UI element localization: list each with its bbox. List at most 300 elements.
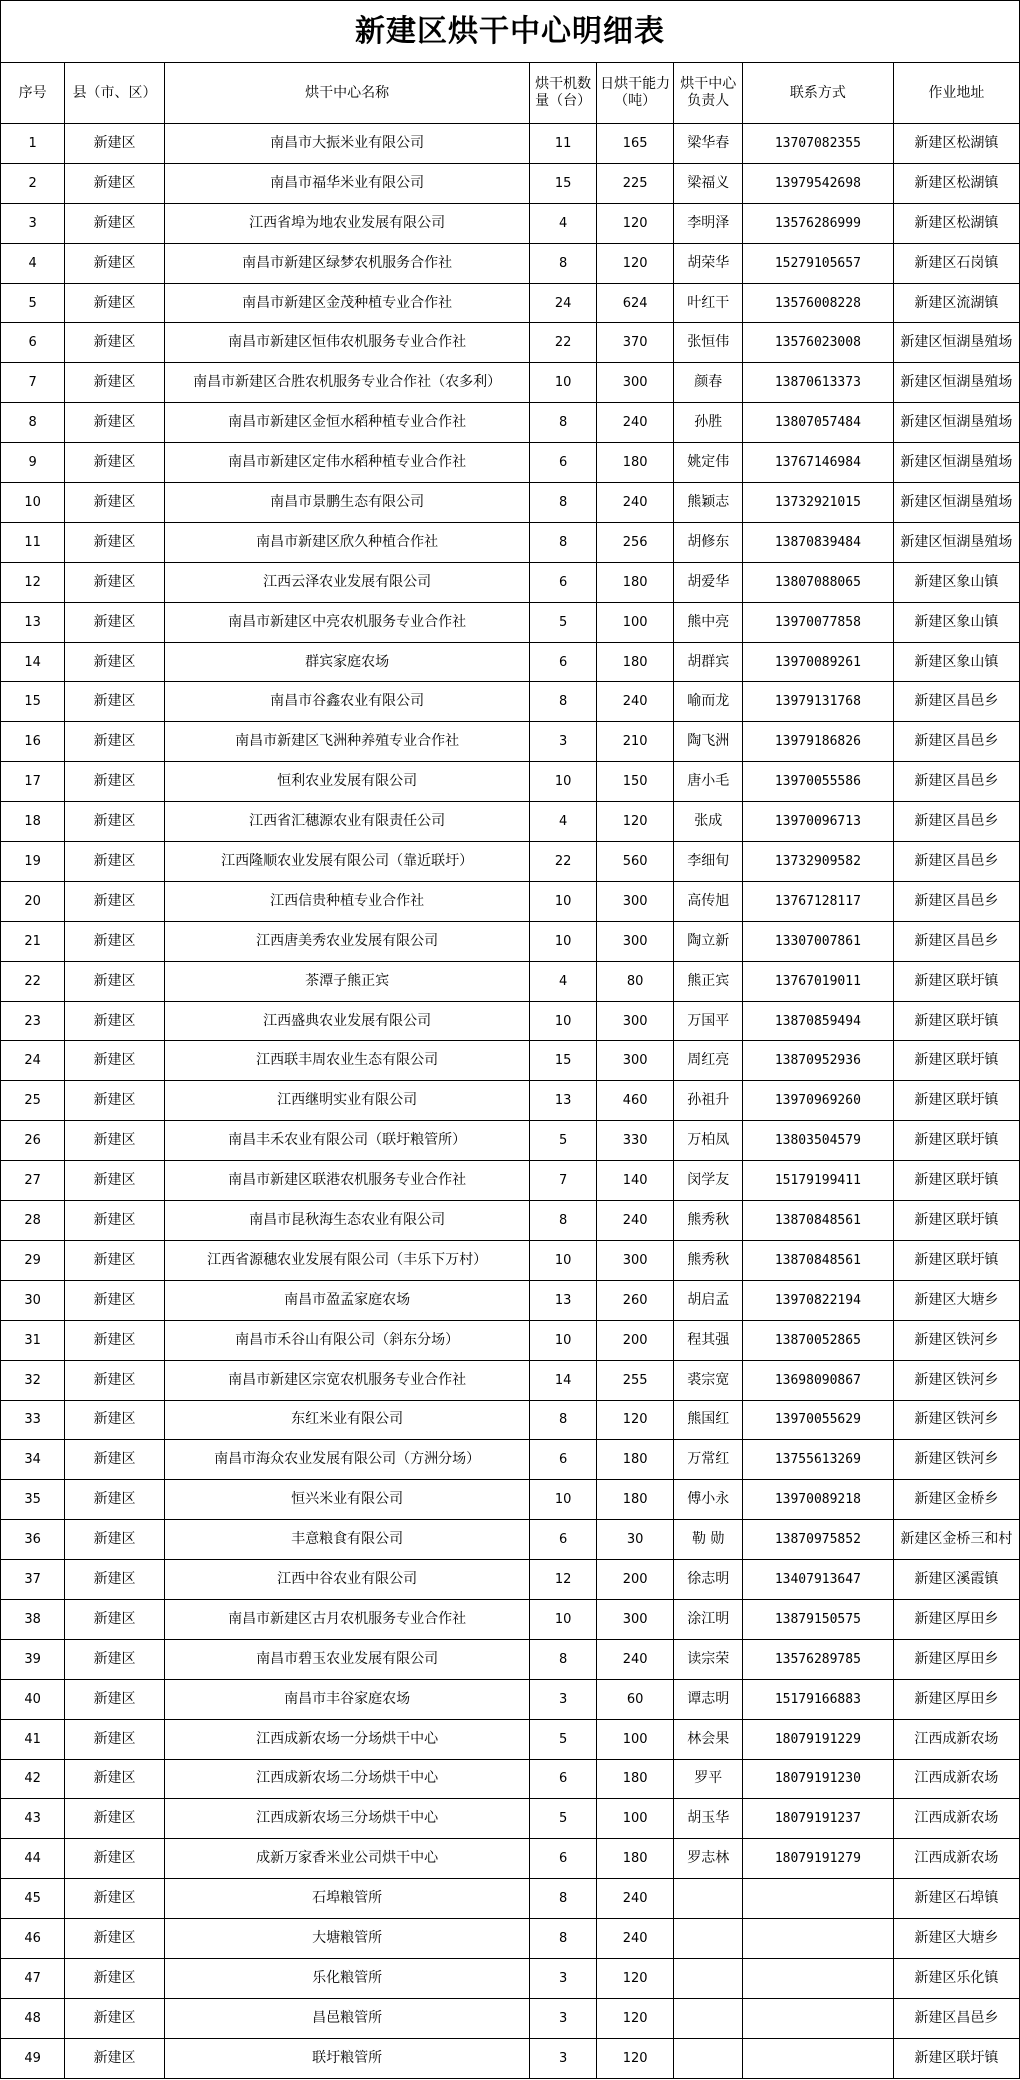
row-index: 22 bbox=[1, 961, 65, 1001]
row-daily-capacity: 300 bbox=[596, 1599, 674, 1639]
row-address: 新建区联圩镇 bbox=[893, 1041, 1019, 1081]
row-county: 新建区 bbox=[65, 1360, 165, 1400]
table-row bbox=[1, 1440, 1020, 1480]
row-dryer-count: 8 bbox=[530, 1201, 596, 1241]
row-manager: 周红亮 bbox=[674, 1041, 743, 1081]
row-contact: 13767146984 bbox=[743, 443, 894, 483]
row-index: 17 bbox=[1, 762, 65, 802]
table-row bbox=[1, 124, 1020, 164]
row-index: 34 bbox=[1, 1440, 65, 1480]
row-index: 44 bbox=[1, 1839, 65, 1879]
row-manager: 徐志明 bbox=[674, 1560, 743, 1600]
row-index: 14 bbox=[1, 642, 65, 682]
row-center-name: 南昌市海众农业发展有限公司（方洲分场） bbox=[164, 1440, 530, 1480]
table-row bbox=[1, 1001, 1020, 1041]
row-contact: 13970077858 bbox=[743, 602, 894, 642]
row-contact: 13803504579 bbox=[743, 1121, 894, 1161]
row-daily-capacity: 300 bbox=[596, 1240, 674, 1280]
row-center-name: 南昌市福华米业有限公司 bbox=[164, 163, 530, 203]
row-address: 新建区联圩镇 bbox=[893, 1121, 1019, 1161]
row-manager: 熊秀秋 bbox=[674, 1201, 743, 1241]
row-manager: 孙祖升 bbox=[674, 1081, 743, 1121]
row-contact bbox=[743, 1919, 894, 1959]
row-daily-capacity: 300 bbox=[596, 921, 674, 961]
row-address: 新建区恒湖垦殖场 bbox=[893, 403, 1019, 443]
row-contact: 13870052865 bbox=[743, 1320, 894, 1360]
row-dryer-count: 3 bbox=[530, 1958, 596, 1998]
row-contact: 13767128117 bbox=[743, 881, 894, 921]
row-manager bbox=[674, 1958, 743, 1998]
row-contact: 13407913647 bbox=[743, 1560, 894, 1600]
row-daily-capacity: 240 bbox=[596, 1879, 674, 1919]
table-row bbox=[1, 722, 1020, 762]
row-index: 18 bbox=[1, 802, 65, 842]
row-dryer-count: 3 bbox=[530, 722, 596, 762]
row-manager: 胡群宾 bbox=[674, 642, 743, 682]
row-address: 新建区石埠镇 bbox=[893, 1879, 1019, 1919]
row-center-name: 石埠粮管所 bbox=[164, 1879, 530, 1919]
table-row bbox=[1, 961, 1020, 1001]
row-dryer-count: 13 bbox=[530, 1280, 596, 1320]
row-manager: 闵学友 bbox=[674, 1161, 743, 1201]
row-daily-capacity: 180 bbox=[596, 642, 674, 682]
row-index: 35 bbox=[1, 1480, 65, 1520]
table-body bbox=[1, 124, 1020, 2079]
row-dryer-count: 8 bbox=[530, 1919, 596, 1959]
row-center-name: 江西省埠为地农业发展有限公司 bbox=[164, 203, 530, 243]
row-center-name: 南昌市大振米业有限公司 bbox=[164, 124, 530, 164]
row-dryer-count: 4 bbox=[530, 203, 596, 243]
table-row bbox=[1, 562, 1020, 602]
table-row bbox=[1, 842, 1020, 882]
row-daily-capacity: 120 bbox=[596, 2038, 674, 2078]
header-dryer-count: 烘干机数量（台） bbox=[530, 63, 596, 124]
row-county: 新建区 bbox=[65, 363, 165, 403]
row-center-name: 江西云泽农业发展有限公司 bbox=[164, 562, 530, 602]
row-contact: 13707082355 bbox=[743, 124, 894, 164]
row-address: 新建区联圩镇 bbox=[893, 2038, 1019, 2078]
row-contact: 13870975852 bbox=[743, 1520, 894, 1560]
row-county: 新建区 bbox=[65, 124, 165, 164]
table-row bbox=[1, 762, 1020, 802]
row-contact bbox=[743, 1958, 894, 1998]
row-center-name: 丰意粮食有限公司 bbox=[164, 1520, 530, 1560]
row-center-name: 江西盛典农业发展有限公司 bbox=[164, 1001, 530, 1041]
row-county: 新建区 bbox=[65, 1879, 165, 1919]
row-dryer-count: 7 bbox=[530, 1161, 596, 1201]
row-county: 新建区 bbox=[65, 842, 165, 882]
row-dryer-count: 5 bbox=[530, 1719, 596, 1759]
row-dryer-count: 3 bbox=[530, 1998, 596, 2038]
row-daily-capacity: 240 bbox=[596, 1639, 674, 1679]
row-dryer-count: 10 bbox=[530, 1320, 596, 1360]
row-county: 新建区 bbox=[65, 1639, 165, 1679]
row-center-name: 江西联丰周农业生态有限公司 bbox=[164, 1041, 530, 1081]
row-daily-capacity: 140 bbox=[596, 1161, 674, 1201]
row-dryer-count: 3 bbox=[530, 2038, 596, 2078]
row-contact: 13307007861 bbox=[743, 921, 894, 961]
row-daily-capacity: 225 bbox=[596, 163, 674, 203]
row-dryer-count: 24 bbox=[530, 283, 596, 323]
row-dryer-count: 10 bbox=[530, 921, 596, 961]
row-county: 新建区 bbox=[65, 1839, 165, 1879]
row-index: 46 bbox=[1, 1919, 65, 1959]
row-center-name: 江西继明实业有限公司 bbox=[164, 1081, 530, 1121]
row-manager: 唐小毛 bbox=[674, 762, 743, 802]
row-dryer-count: 10 bbox=[530, 1240, 596, 1280]
row-contact: 13870952936 bbox=[743, 1041, 894, 1081]
row-daily-capacity: 624 bbox=[596, 283, 674, 323]
row-contact: 13979131768 bbox=[743, 682, 894, 722]
row-county: 新建区 bbox=[65, 243, 165, 283]
table-row bbox=[1, 1161, 1020, 1201]
row-center-name: 江西信贵种植专业合作社 bbox=[164, 881, 530, 921]
row-address: 新建区铁河乡 bbox=[893, 1400, 1019, 1440]
table-row bbox=[1, 243, 1020, 283]
row-daily-capacity: 180 bbox=[596, 1480, 674, 1520]
row-contact: 13870859494 bbox=[743, 1001, 894, 1041]
row-center-name: 南昌市新建区合胜农机服务专业合作社（农多利） bbox=[164, 363, 530, 403]
row-index: 37 bbox=[1, 1560, 65, 1600]
row-contact bbox=[743, 1998, 894, 2038]
row-contact: 13979542698 bbox=[743, 163, 894, 203]
row-index: 4 bbox=[1, 243, 65, 283]
row-center-name: 南昌市景鹏生态有限公司 bbox=[164, 483, 530, 523]
header-manager: 烘干中心负责人 bbox=[674, 63, 743, 124]
row-dryer-count: 8 bbox=[530, 1879, 596, 1919]
row-daily-capacity: 255 bbox=[596, 1360, 674, 1400]
row-daily-capacity: 240 bbox=[596, 403, 674, 443]
row-county: 新建区 bbox=[65, 1480, 165, 1520]
table-row bbox=[1, 1879, 1020, 1919]
row-dryer-count: 5 bbox=[530, 1799, 596, 1839]
table-row bbox=[1, 1719, 1020, 1759]
row-county: 新建区 bbox=[65, 1041, 165, 1081]
table-row bbox=[1, 1280, 1020, 1320]
row-dryer-count: 10 bbox=[530, 762, 596, 802]
row-daily-capacity: 100 bbox=[596, 602, 674, 642]
row-dryer-count: 13 bbox=[530, 1081, 596, 1121]
row-center-name: 南昌市新建区宗宽农机服务专业合作社 bbox=[164, 1360, 530, 1400]
row-index: 47 bbox=[1, 1958, 65, 1998]
row-manager: 万常红 bbox=[674, 1440, 743, 1480]
table-row bbox=[1, 163, 1020, 203]
row-contact: 18079191230 bbox=[743, 1759, 894, 1799]
row-daily-capacity: 100 bbox=[596, 1719, 674, 1759]
row-manager bbox=[674, 1998, 743, 2038]
row-manager: 熊正宾 bbox=[674, 961, 743, 1001]
row-index: 24 bbox=[1, 1041, 65, 1081]
row-contact: 15279105657 bbox=[743, 243, 894, 283]
row-center-name: 茶潭子熊正宾 bbox=[164, 961, 530, 1001]
row-dryer-count: 10 bbox=[530, 1001, 596, 1041]
row-daily-capacity: 240 bbox=[596, 1201, 674, 1241]
row-address: 新建区昌邑乡 bbox=[893, 842, 1019, 882]
row-manager: 陶飞洲 bbox=[674, 722, 743, 762]
row-index: 38 bbox=[1, 1599, 65, 1639]
row-manager: 熊中亮 bbox=[674, 602, 743, 642]
row-manager: 胡荣华 bbox=[674, 243, 743, 283]
row-manager: 颜春 bbox=[674, 363, 743, 403]
row-dryer-count: 6 bbox=[530, 1440, 596, 1480]
row-dryer-count: 8 bbox=[530, 243, 596, 283]
table-row bbox=[1, 1400, 1020, 1440]
row-index: 3 bbox=[1, 203, 65, 243]
row-county: 新建区 bbox=[65, 1161, 165, 1201]
row-center-name: 南昌市新建区飞洲种养殖专业合作社 bbox=[164, 722, 530, 762]
row-contact: 13576023008 bbox=[743, 323, 894, 363]
row-manager: 胡修东 bbox=[674, 522, 743, 562]
row-center-name: 南昌市丰谷家庭农场 bbox=[164, 1679, 530, 1719]
row-daily-capacity: 260 bbox=[596, 1280, 674, 1320]
row-manager: 李细旬 bbox=[674, 842, 743, 882]
row-center-name: 南昌市新建区绿梦农机服务合作社 bbox=[164, 243, 530, 283]
row-index: 42 bbox=[1, 1759, 65, 1799]
row-county: 新建区 bbox=[65, 1799, 165, 1839]
row-dryer-count: 6 bbox=[530, 1839, 596, 1879]
table-row bbox=[1, 1799, 1020, 1839]
row-county: 新建区 bbox=[65, 682, 165, 722]
row-address: 新建区恒湖垦殖场 bbox=[893, 323, 1019, 363]
row-address: 新建区昌邑乡 bbox=[893, 921, 1019, 961]
row-daily-capacity: 180 bbox=[596, 443, 674, 483]
row-center-name: 南昌市新建区金茂种植专业合作社 bbox=[164, 283, 530, 323]
table-row bbox=[1, 1041, 1020, 1081]
row-manager: 林会果 bbox=[674, 1719, 743, 1759]
row-contact: 13870613373 bbox=[743, 363, 894, 403]
row-county: 新建区 bbox=[65, 1280, 165, 1320]
header-contact: 联系方式 bbox=[743, 63, 894, 124]
row-dryer-count: 5 bbox=[530, 1121, 596, 1161]
page-title: 新建区烘干中心明细表 bbox=[0, 0, 1020, 62]
table-row bbox=[1, 921, 1020, 961]
row-county: 新建区 bbox=[65, 762, 165, 802]
row-county: 新建区 bbox=[65, 921, 165, 961]
row-center-name: 南昌丰禾农业有限公司（联圩粮管所） bbox=[164, 1121, 530, 1161]
row-daily-capacity: 30 bbox=[596, 1520, 674, 1560]
row-index: 40 bbox=[1, 1679, 65, 1719]
row-daily-capacity: 460 bbox=[596, 1081, 674, 1121]
table-row bbox=[1, 1839, 1020, 1879]
dryer-center-table bbox=[0, 62, 1020, 2079]
row-daily-capacity: 300 bbox=[596, 881, 674, 921]
row-manager: 万国平 bbox=[674, 1001, 743, 1041]
row-dryer-count: 5 bbox=[530, 602, 596, 642]
table-row bbox=[1, 1480, 1020, 1520]
table-row bbox=[1, 642, 1020, 682]
row-index: 45 bbox=[1, 1879, 65, 1919]
row-address: 新建区联圩镇 bbox=[893, 1201, 1019, 1241]
row-index: 10 bbox=[1, 483, 65, 523]
row-center-name: 群宾家庭农场 bbox=[164, 642, 530, 682]
row-county: 新建区 bbox=[65, 881, 165, 921]
row-dryer-count: 6 bbox=[530, 1759, 596, 1799]
row-contact: 18079191279 bbox=[743, 1839, 894, 1879]
row-address: 新建区松湖镇 bbox=[893, 124, 1019, 164]
row-address: 江西成新农场 bbox=[893, 1719, 1019, 1759]
row-index: 27 bbox=[1, 1161, 65, 1201]
row-contact: 13732921015 bbox=[743, 483, 894, 523]
row-manager bbox=[674, 2038, 743, 2078]
row-daily-capacity: 150 bbox=[596, 762, 674, 802]
row-address: 新建区恒湖垦殖场 bbox=[893, 363, 1019, 403]
row-center-name: 乐化粮管所 bbox=[164, 1958, 530, 1998]
row-index: 25 bbox=[1, 1081, 65, 1121]
row-address: 新建区流湖镇 bbox=[893, 283, 1019, 323]
row-manager: 高传旭 bbox=[674, 881, 743, 921]
row-dryer-count: 22 bbox=[530, 323, 596, 363]
row-address: 新建区昌邑乡 bbox=[893, 802, 1019, 842]
row-center-name: 联圩粮管所 bbox=[164, 2038, 530, 2078]
header-center-name: 烘干中心名称 bbox=[164, 63, 530, 124]
row-daily-capacity: 180 bbox=[596, 1839, 674, 1879]
row-manager: 罗平 bbox=[674, 1759, 743, 1799]
row-daily-capacity: 120 bbox=[596, 203, 674, 243]
row-center-name: 江西成新农场三分场烘干中心 bbox=[164, 1799, 530, 1839]
row-county: 新建区 bbox=[65, 2038, 165, 2078]
row-county: 新建区 bbox=[65, 642, 165, 682]
row-address: 新建区乐化镇 bbox=[893, 1958, 1019, 1998]
row-daily-capacity: 120 bbox=[596, 1998, 674, 2038]
row-county: 新建区 bbox=[65, 1121, 165, 1161]
row-address: 新建区联圩镇 bbox=[893, 961, 1019, 1001]
row-contact: 13879150575 bbox=[743, 1599, 894, 1639]
row-county: 新建区 bbox=[65, 203, 165, 243]
row-county: 新建区 bbox=[65, 802, 165, 842]
row-center-name: 南昌市谷鑫农业有限公司 bbox=[164, 682, 530, 722]
row-index: 29 bbox=[1, 1240, 65, 1280]
row-daily-capacity: 60 bbox=[596, 1679, 674, 1719]
table-row bbox=[1, 323, 1020, 363]
row-manager: 胡爱华 bbox=[674, 562, 743, 602]
row-contact: 13767019011 bbox=[743, 961, 894, 1001]
row-contact: 13970055586 bbox=[743, 762, 894, 802]
row-manager bbox=[674, 1879, 743, 1919]
table-row bbox=[1, 283, 1020, 323]
row-county: 新建区 bbox=[65, 1919, 165, 1959]
row-center-name: 南昌市新建区金恒水稻种植专业合作社 bbox=[164, 403, 530, 443]
row-county: 新建区 bbox=[65, 1719, 165, 1759]
row-address: 江西成新农场 bbox=[893, 1839, 1019, 1879]
row-county: 新建区 bbox=[65, 283, 165, 323]
row-index: 21 bbox=[1, 921, 65, 961]
row-contact: 13970055629 bbox=[743, 1400, 894, 1440]
row-contact: 13970822194 bbox=[743, 1280, 894, 1320]
row-center-name: 南昌市碧玉农业发展有限公司 bbox=[164, 1639, 530, 1679]
row-dryer-count: 8 bbox=[530, 403, 596, 443]
table-row bbox=[1, 522, 1020, 562]
row-county: 新建区 bbox=[65, 1400, 165, 1440]
row-index: 43 bbox=[1, 1799, 65, 1839]
table-row bbox=[1, 1958, 1020, 1998]
table-row bbox=[1, 1679, 1020, 1719]
row-contact: 13970096713 bbox=[743, 802, 894, 842]
row-address: 新建区厚田乡 bbox=[893, 1599, 1019, 1639]
row-center-name: 恒利农业发展有限公司 bbox=[164, 762, 530, 802]
row-address: 新建区金桥乡 bbox=[893, 1480, 1019, 1520]
row-index: 16 bbox=[1, 722, 65, 762]
row-daily-capacity: 370 bbox=[596, 323, 674, 363]
row-address: 新建区象山镇 bbox=[893, 642, 1019, 682]
row-index: 48 bbox=[1, 1998, 65, 2038]
row-dryer-count: 6 bbox=[530, 562, 596, 602]
row-address: 新建区大塘乡 bbox=[893, 1280, 1019, 1320]
row-manager: 涂江明 bbox=[674, 1599, 743, 1639]
row-manager: 程其强 bbox=[674, 1320, 743, 1360]
row-daily-capacity: 300 bbox=[596, 1041, 674, 1081]
row-address: 新建区昌邑乡 bbox=[893, 1998, 1019, 2038]
row-index: 2 bbox=[1, 163, 65, 203]
row-center-name: 江西隆顺农业发展有限公司（靠近联圩） bbox=[164, 842, 530, 882]
row-center-name: 东红米业有限公司 bbox=[164, 1400, 530, 1440]
row-county: 新建区 bbox=[65, 1759, 165, 1799]
row-daily-capacity: 120 bbox=[596, 802, 674, 842]
row-county: 新建区 bbox=[65, 1998, 165, 2038]
row-center-name: 恒兴米业有限公司 bbox=[164, 1480, 530, 1520]
row-manager: 万柏凤 bbox=[674, 1121, 743, 1161]
row-manager: 喻而龙 bbox=[674, 682, 743, 722]
row-dryer-count: 8 bbox=[530, 682, 596, 722]
row-manager: 勒 勋 bbox=[674, 1520, 743, 1560]
row-dryer-count: 8 bbox=[530, 1400, 596, 1440]
table-row bbox=[1, 203, 1020, 243]
row-daily-capacity: 200 bbox=[596, 1560, 674, 1600]
row-index: 5 bbox=[1, 283, 65, 323]
row-county: 新建区 bbox=[65, 1440, 165, 1480]
row-county: 新建区 bbox=[65, 163, 165, 203]
row-county: 新建区 bbox=[65, 1958, 165, 1998]
row-address: 新建区恒湖垦殖场 bbox=[893, 443, 1019, 483]
row-address: 新建区昌邑乡 bbox=[893, 682, 1019, 722]
header-daily-capacity: 日烘干能力（吨） bbox=[596, 63, 674, 124]
table-row bbox=[1, 1081, 1020, 1121]
row-manager: 梁福义 bbox=[674, 163, 743, 203]
row-address: 新建区联圩镇 bbox=[893, 1240, 1019, 1280]
row-center-name: 江西成新农场一分场烘干中心 bbox=[164, 1719, 530, 1759]
row-county: 新建区 bbox=[65, 602, 165, 642]
row-address: 新建区联圩镇 bbox=[893, 1081, 1019, 1121]
row-daily-capacity: 180 bbox=[596, 562, 674, 602]
row-index: 33 bbox=[1, 1400, 65, 1440]
row-address: 新建区铁河乡 bbox=[893, 1320, 1019, 1360]
row-center-name: 成新万家香米业公司烘干中心 bbox=[164, 1839, 530, 1879]
row-center-name: 南昌市盈孟家庭农场 bbox=[164, 1280, 530, 1320]
row-county: 新建区 bbox=[65, 722, 165, 762]
row-daily-capacity: 200 bbox=[596, 1320, 674, 1360]
row-manager: 姚定伟 bbox=[674, 443, 743, 483]
row-index: 49 bbox=[1, 2038, 65, 2078]
row-index: 19 bbox=[1, 842, 65, 882]
table-row bbox=[1, 1759, 1020, 1799]
row-address: 江西成新农场 bbox=[893, 1759, 1019, 1799]
row-county: 新建区 bbox=[65, 1081, 165, 1121]
row-manager: 叶红干 bbox=[674, 283, 743, 323]
table-row bbox=[1, 363, 1020, 403]
row-address: 新建区恒湖垦殖场 bbox=[893, 483, 1019, 523]
row-center-name: 大塘粮管所 bbox=[164, 1919, 530, 1959]
row-address: 新建区铁河乡 bbox=[893, 1440, 1019, 1480]
row-contact: 13970969260 bbox=[743, 1081, 894, 1121]
row-address: 新建区联圩镇 bbox=[893, 1161, 1019, 1201]
row-dryer-count: 3 bbox=[530, 1679, 596, 1719]
table-row bbox=[1, 602, 1020, 642]
row-center-name: 南昌市禾谷山有限公司（斜东分场） bbox=[164, 1320, 530, 1360]
row-dryer-count: 10 bbox=[530, 363, 596, 403]
row-daily-capacity: 80 bbox=[596, 961, 674, 1001]
row-daily-capacity: 300 bbox=[596, 363, 674, 403]
row-center-name: 南昌市新建区联港农机服务专业合作社 bbox=[164, 1161, 530, 1201]
table-row bbox=[1, 1998, 1020, 2038]
